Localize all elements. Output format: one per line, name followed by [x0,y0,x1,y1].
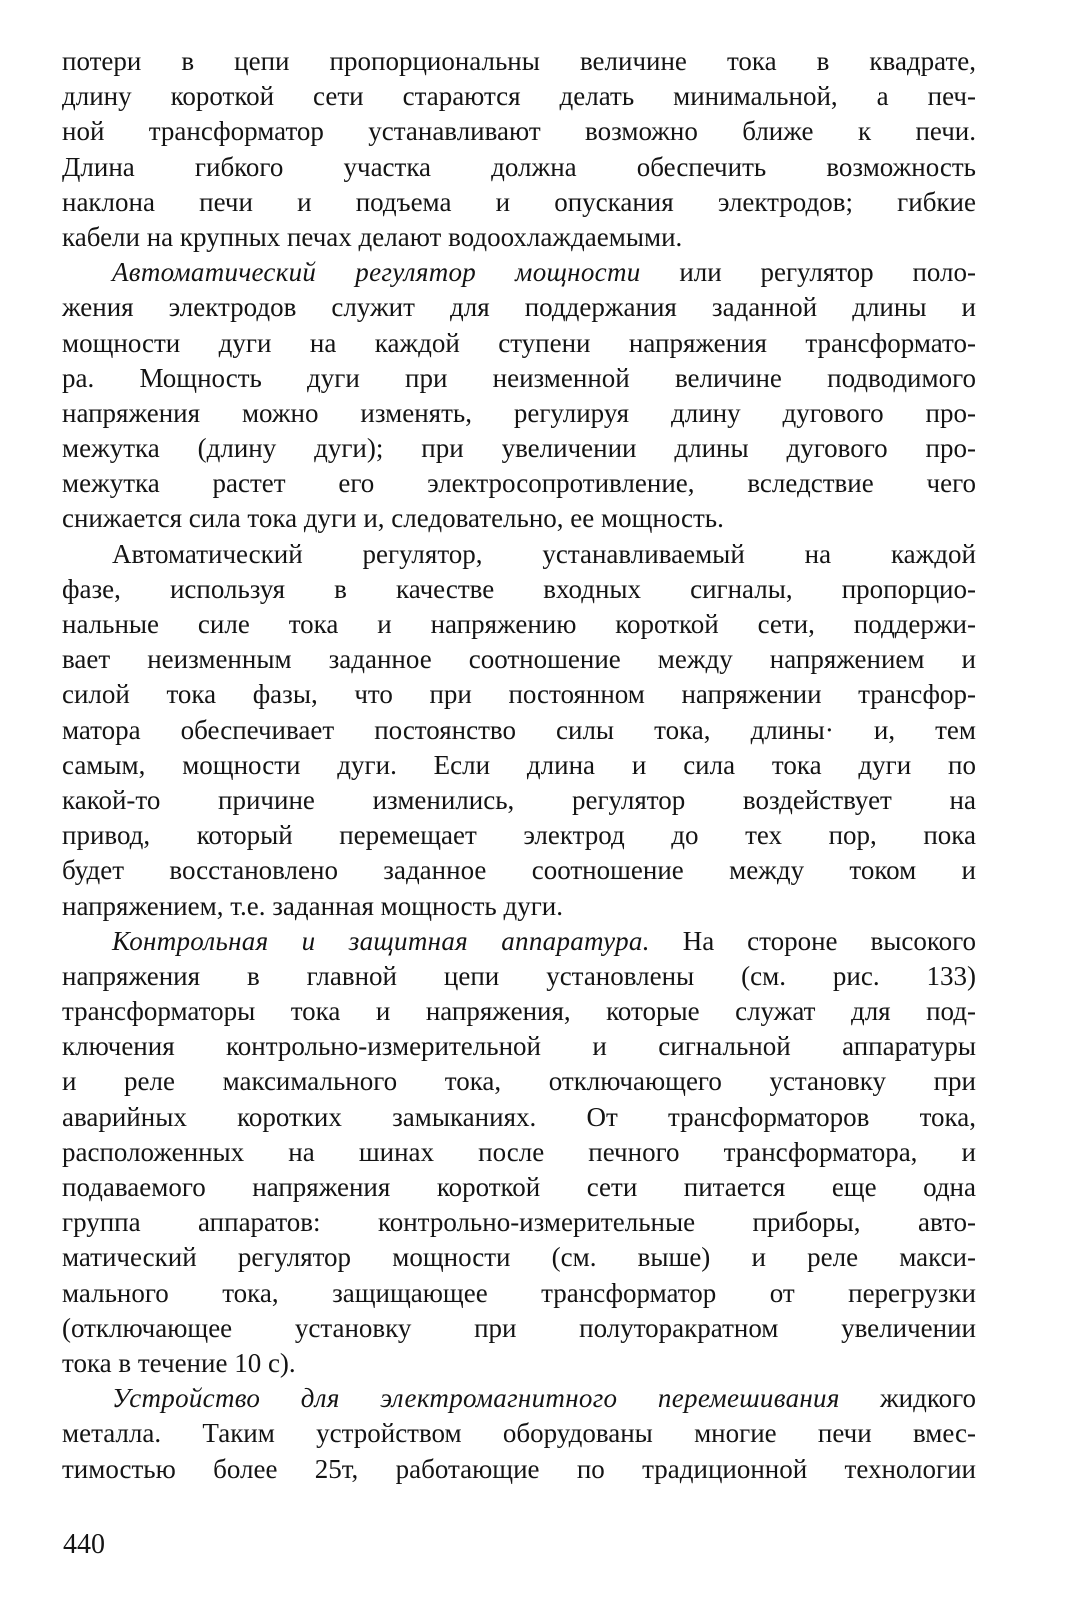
text-line: вает неизменным заданное соотношение между напряжением и [62,644,976,675]
text-line: ключения контрольно-измерительной и сигнальной аппаратуры [62,1031,976,1062]
text-line: кабели на крупных печах делают водоохлаждаемыми. [62,221,683,252]
text-line: матический регулятор мощности (см. выше) и реле макси- [62,1242,976,1273]
text-line: напряжения в главной цепи установлены (см. рис. 133) [62,960,976,991]
text-line [62,1381,976,1416]
page-number: 440 [63,1529,105,1560]
text-line: длину короткой сети стараются делать минимальной, а печ- [62,81,976,112]
text-line: тока в течение 10 с). [62,1347,296,1378]
text-line: потери в цепи пропорциональны величине тока в квадрате, [62,46,976,76]
paragraph-2 [62,255,976,537]
italic-term: Контрольная и защитная аппаратура. [112,925,650,956]
text-line: межутка растет его электросопротивление, вследствие чего [62,468,976,499]
italic-term: Устройство для электромагнитного перемешивания [112,1383,840,1414]
text-line: металла. Таким устройством оборудованы многие печи вмес- [62,1418,976,1449]
text-line: тимостью более 25т, работающие по традиционной технологии [62,1453,976,1484]
text-line: расположенных на шинах после печного трансформатора, и [62,1136,976,1167]
paragraph-3 [62,537,976,924]
text-line: жения электродов служит для поддержания заданной длины и [62,292,976,323]
text-line: привод, который перемещает электрод до тех пор, пока [62,820,976,851]
text-line: нальные силе тока и напряжению короткой сети, поддержи- [62,609,976,639]
paragraph-4 [62,924,976,1381]
text-line: и реле максимального тока, отключающего установку при [62,1066,976,1097]
text-line: (отключающее установку при полуторакратном увеличении [62,1312,976,1343]
text-line: трансформаторы тока и напряжения, которые служат для под- [62,996,976,1027]
paragraph-1 [62,44,976,255]
text-line: ра. Мощность дуги при неизменной величине подводимого [62,362,976,393]
text-line: какой-то причине изменились, регулятор воздействует на [62,784,976,815]
text-line: межутка (длину дуги); при увеличении длины дугового про- [62,433,976,464]
text-line [62,255,976,290]
text-line [62,924,976,959]
text-line: мощности дуги на каждой ступени напряжения трансформато- [62,327,976,358]
text-run: На стороне высокого [649,925,976,956]
italic-term: Автоматический регулятор мощности [112,257,641,288]
text-run: или регулятор поло- [640,257,976,288]
text-line: Автоматический регулятор, устанавливаемый на каждой [112,538,976,569]
text-line: напряжением, т.е. заданная мощность дуги. [62,890,563,921]
text-line: аварийных коротких замыканиях. От трансформаторов тока, [62,1101,976,1132]
text-line: напряжения можно изменять, регулируя длину дугового про- [62,397,976,428]
text-line: фазе, используя в качестве входных сигналы, пропорцио- [62,573,976,604]
text-line: мального тока, защищающее трансформатор от перегрузки [62,1277,976,1308]
text-line: Длина гибкого участка должна обеспечить возможность [62,151,976,182]
text-line: матора обеспечивает постоянство силы тока, длины· и, тем [62,714,976,745]
text-line: ной трансформатор устанавливают возможно ближе к печи. [62,116,976,147]
text-line: подаваемого напряжения короткой сети питается еще одна [62,1172,976,1202]
text-line: снижается сила тока дуги и, следовательно, ее мощность. [62,503,724,534]
text-line: наклона печи и подъема и опускания электродов; гибкие [62,186,976,217]
text-line: группа аппаратов: контрольно-измерительные приборы, авто- [62,1207,976,1238]
paragraph-5 [62,1381,976,1487]
text-line: силой тока фазы, что при постоянном напряжении трансфор- [62,679,976,710]
page-body [62,44,976,1487]
text-line: будет восстановлено заданное соотношение между током и [62,855,976,886]
text-run: жидкого [839,1383,976,1414]
text-line: самым, мощности дуги. Если длина и сила тока дуги по [62,749,976,780]
